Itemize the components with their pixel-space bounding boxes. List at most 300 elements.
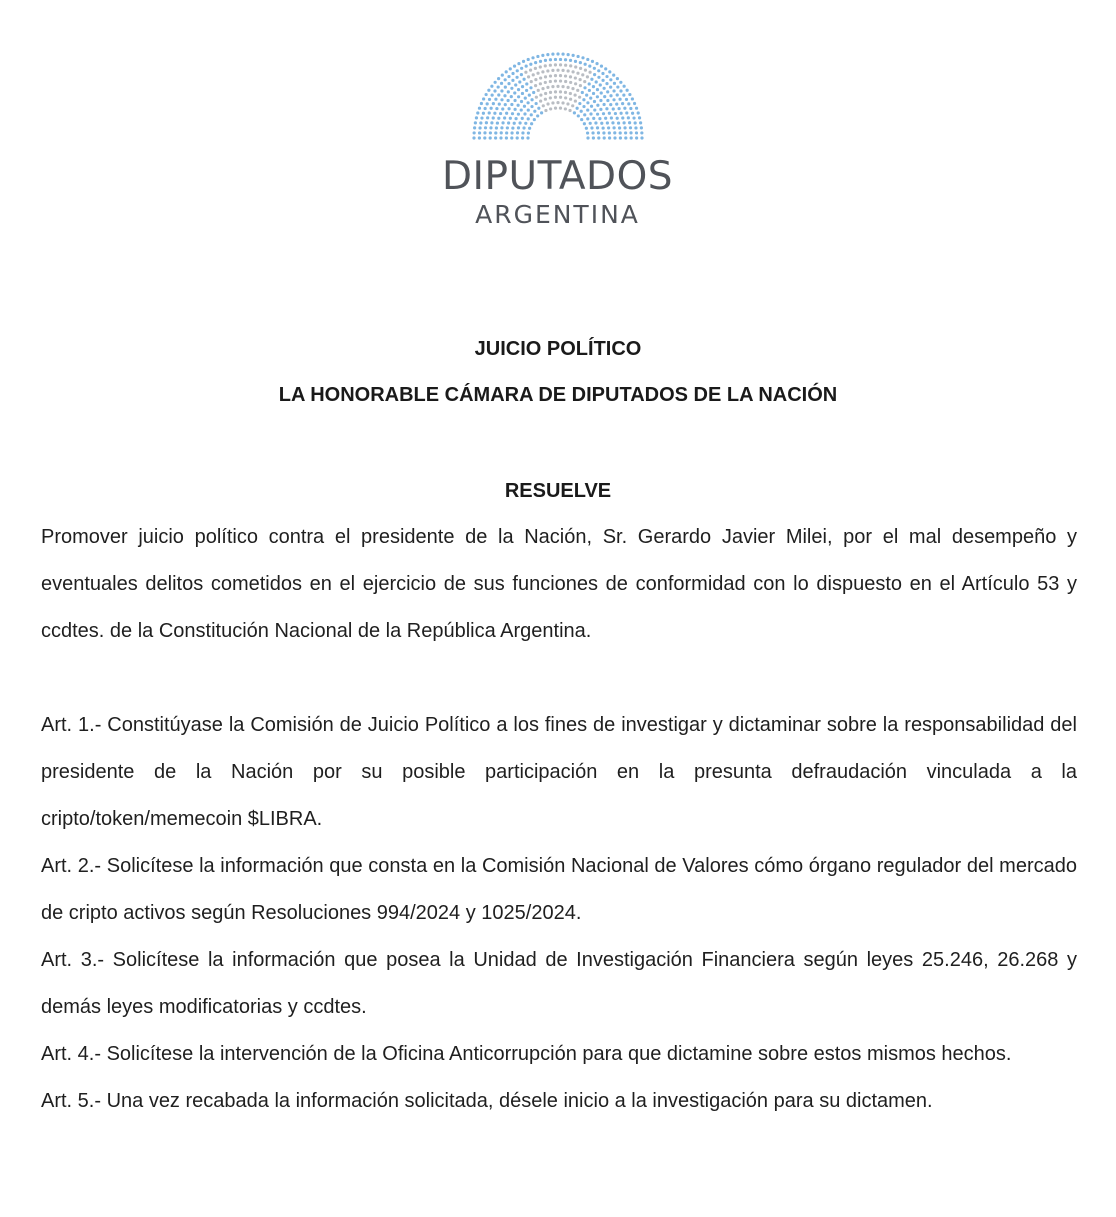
hemicycle-seat: [568, 109, 571, 112]
hemicycle-seat: [474, 121, 477, 124]
hemicycle-seat: [574, 60, 577, 63]
hemicycle-seat: [533, 118, 536, 121]
hemicycle-seat: [556, 101, 559, 104]
hemicycle-seat: [561, 85, 564, 88]
hemicycle-seat: [584, 69, 587, 72]
hemicycle-seat: [498, 103, 501, 106]
hemicycle-seat: [507, 121, 510, 124]
hemicycle-seat: [533, 110, 536, 113]
hemicycle-seat: [577, 114, 580, 117]
hemicycle-seat: [541, 87, 544, 90]
hemicycle-seat: [593, 108, 596, 111]
hemicycle-seat: [589, 112, 592, 115]
hemicycle-seat: [586, 101, 589, 104]
hemicycle-seat: [559, 63, 562, 66]
hemicycle-seat: [599, 108, 602, 111]
hemicycle-seat: [612, 89, 615, 92]
hemicycle-seat: [524, 97, 527, 100]
hemicycle-seat: [616, 85, 619, 88]
hemicycle-seat: [546, 53, 549, 56]
logo-country: ARGENTINA: [475, 200, 640, 229]
hemicycle-seat: [603, 87, 606, 90]
hemicycle-seat: [554, 96, 557, 99]
hemicycle-seat: [554, 90, 557, 93]
hemicycle-seat: [534, 67, 537, 70]
hemicycle-seat: [581, 91, 584, 94]
hemicycle-seat: [551, 53, 554, 56]
hemicycle-seat: [539, 99, 542, 102]
hemicycle-seat: [608, 112, 611, 115]
hemicycle-seat: [597, 131, 600, 134]
hemicycle-seat: [530, 113, 533, 116]
hemicycle-seat: [517, 62, 520, 65]
hemicycle-seat: [544, 98, 547, 101]
hemicycle-seat: [515, 76, 518, 79]
hemicycle-seat: [596, 104, 599, 107]
hemicycle-seat: [621, 102, 624, 105]
hemicycle-seat: [567, 69, 570, 72]
hemicycle-seat: [600, 65, 603, 68]
hemicycle-seat: [576, 72, 579, 75]
hemicycle-seat: [624, 136, 627, 139]
hemicycle-seat: [608, 136, 611, 139]
hemicycle-seat: [598, 117, 601, 120]
hemicycle-seat: [616, 117, 619, 120]
hemicycle-seat: [561, 69, 564, 72]
hemicycle-seat: [544, 109, 547, 112]
hemicycle-seat: [521, 131, 524, 134]
hemicycle-seat: [510, 87, 513, 90]
hemicycle-seat: [631, 112, 634, 115]
hemicycle-seat: [541, 70, 544, 73]
hemicycle-seat: [624, 131, 627, 134]
hemicycle-seat: [549, 64, 552, 67]
hemicycle-seat: [600, 91, 603, 94]
hemicycle-seat: [593, 100, 596, 103]
hemicycle-seat: [638, 116, 641, 119]
hemicycle-seat: [541, 54, 544, 57]
hemicycle-seat: [499, 112, 502, 115]
hemicycle-seat: [616, 77, 619, 80]
hemicycle-seat: [577, 55, 580, 58]
hemicycle-seat: [591, 131, 594, 134]
hemicycle-seat: [539, 76, 542, 79]
intro-paragraph: Promover juicio político contra el presidente de la Nación, Sr. Gerardo Javier Milei, por el mal desempeño y eventuales delitos cometidos en el ejercicio de sus funciones de conformidad con lo dispuesto en el Artículo 53 y ccdtes. de la Constitución Nacional de la República Argentina.: [41, 526, 1077, 642]
article-2: Art. 2.- Solicítese la información que consta en la Comisión Nacional de Valores cómo órgano regulador del mercado de cripto activos según Resoluciones 994/2024 y 1025/2024.: [41, 855, 1077, 924]
issuing-body: LA HONORABLE CÁMARA DE DIPUTADOS DE LA NACIÓN: [278, 384, 838, 406]
hemicycle-seat: [497, 77, 500, 80]
hemicycle-seat: [523, 105, 526, 108]
hemicycle-seat: [634, 121, 637, 124]
hemicycle-seat: [501, 74, 504, 77]
hemicycle-seat: [496, 121, 499, 124]
hemicycle-seat: [578, 102, 581, 105]
hemicycle-seat: [629, 126, 632, 129]
hemicycle-seat: [559, 79, 562, 82]
hemicycle-seat: [609, 78, 612, 81]
hemicycle-seat: [551, 85, 554, 88]
hemicycle-seat: [536, 72, 539, 75]
hemicycle-seat: [597, 69, 600, 72]
hemicycle-seat: [609, 94, 612, 97]
hemicycle-seat: [551, 101, 554, 104]
hemicycle-seat: [626, 89, 629, 92]
hemicycle-seat: [497, 117, 500, 120]
hemicycle-seat: [527, 108, 530, 111]
hemicycle-seat: [592, 85, 595, 88]
hemicycle-seat: [606, 121, 609, 124]
hemicycle-seat: [610, 116, 613, 119]
hemicycle-seat: [544, 81, 547, 84]
hemicycle-seat: [629, 131, 632, 134]
hemicycle-seat: [514, 108, 517, 111]
hemicycle-seat: [569, 64, 572, 67]
hemicycle-seat: [525, 65, 528, 68]
hemicycle-seat: [544, 64, 547, 67]
hemicycle-seat: [539, 60, 542, 63]
hemicycle-seat: [564, 107, 567, 110]
hemicycle-seat: [539, 93, 542, 96]
hemicycle-seat: [554, 107, 557, 110]
hemicycle-seat: [510, 95, 513, 98]
hemicycle-seat: [544, 92, 547, 95]
hemicycle-seat: [586, 136, 589, 139]
hemicycle-seat: [486, 116, 489, 119]
hemicycle-seat: [484, 126, 487, 129]
hemicycle-seat: [534, 84, 537, 87]
hemicycle-seat: [605, 75, 608, 78]
hemicycle-seat: [622, 94, 625, 97]
hemicycle-seat: [603, 103, 606, 106]
hemicycle-seat: [605, 107, 608, 110]
hemicycle-seat: [479, 121, 482, 124]
hemicycle-seat: [494, 81, 497, 84]
hemicycle-seat: [589, 122, 592, 125]
hemicycle-seat: [554, 58, 557, 61]
hemicycle-seat: [581, 73, 584, 76]
hemicycle-seat: [503, 94, 506, 97]
hemicycle-seat: [576, 107, 579, 110]
hemicycle-seat: [627, 102, 630, 105]
hemicycle-seat: [530, 98, 533, 101]
hemicycle-seat: [566, 102, 569, 105]
hemicycle-seat: [527, 117, 530, 120]
hemicycle-seat: [602, 112, 605, 115]
hemicycle-seat: [619, 89, 622, 92]
hemicycle-seat: [517, 104, 520, 107]
hemicycle-seat: [613, 82, 616, 85]
hemicycle-seat: [517, 113, 520, 116]
hemicycle-seat: [485, 121, 488, 124]
hemicycle-seat: [579, 78, 582, 81]
hemicycle-seat: [549, 107, 552, 110]
hemicycle-seat: [584, 63, 587, 66]
hemicycle-seat: [623, 107, 626, 110]
hemicycle-seat: [601, 79, 604, 82]
hemicycle-seat: [491, 94, 494, 97]
hemicycle-seat: [551, 69, 554, 72]
hemicycle-seat: [629, 107, 632, 110]
hemicycle-seat: [510, 103, 513, 106]
hemicycle-seat: [579, 84, 582, 87]
hemicycle-seat: [525, 89, 528, 92]
article-3: Art. 3.- Solicítese la información que posea la Unidad de Investigación Financiera según leyes 25.246, 26.268 y demás leyes modificatorias y ccdtes.: [41, 949, 1077, 1018]
hemicycle-seat: [605, 82, 608, 85]
hemicycle-seat: [594, 121, 597, 124]
hemicycle-seat: [522, 126, 525, 129]
hemicycle-seat: [559, 90, 562, 93]
hemicycle-seat: [540, 111, 543, 114]
hemicycle-seat: [559, 96, 562, 99]
hemicycle-seat: [549, 80, 552, 83]
hemicycle-seat: [482, 112, 485, 115]
hemicycle-seat: [535, 96, 538, 99]
hemicycle-seat: [501, 107, 504, 110]
hemicycle-seat: [521, 92, 524, 95]
hemicycle-seat: [511, 72, 514, 75]
hemicycle-seat: [537, 107, 540, 110]
hemicycle-seat: [488, 98, 491, 101]
hemicycle-seat: [478, 131, 481, 134]
hemicycle-seat: [590, 105, 593, 108]
hemicycle-seat: [500, 82, 503, 85]
hemicycle-seat: [492, 116, 495, 119]
hemicycle-seat: [544, 75, 547, 78]
hemicycle-seat: [579, 61, 582, 64]
hemicycle-seat: [504, 86, 507, 89]
hemicycle-seat: [549, 91, 552, 94]
hemicycle-seat: [485, 93, 488, 96]
hemicycle-seat: [482, 97, 485, 100]
hemicycle-seat: [505, 70, 508, 73]
hemicycle-seat: [599, 83, 602, 86]
hemicycle-seat: [630, 136, 633, 139]
hemicycle-seat: [582, 105, 585, 108]
hemicycle-seat: [586, 108, 589, 111]
hemicycle-seat: [612, 74, 615, 77]
hemicycle-seat: [494, 131, 497, 134]
hemicycle-seat: [488, 111, 491, 114]
hemicycle-seat: [520, 108, 523, 111]
hemicycle-seat: [517, 126, 520, 129]
hemicycle-seat: [549, 58, 552, 61]
hemicycle-seat: [620, 112, 623, 115]
article-5: Art. 5.- Una vez recabada la información solicitada, désele inicio a la investigación para su dictamen.: [41, 1090, 933, 1112]
hemicycle-seat: [507, 99, 510, 102]
hemicycle-seat: [600, 122, 603, 125]
hemicycle-seat: [613, 131, 616, 134]
hemicycle-seat: [521, 136, 524, 139]
hemicycle-seat: [585, 127, 588, 130]
article-1: Art. 1.- Constitúyase la Comisión de Juicio Político a los fines de investigar y dictaminar sobre la responsabilidad del presidente de la Nación por su posible participación en la presunta defraudación vinculada a la cripto/token/memecoin $LIBRA.: [41, 714, 1077, 830]
hemicycle-seat: [489, 126, 492, 129]
hemicycle-seat: [567, 53, 570, 56]
hemicycle-seat: [507, 90, 510, 93]
hemicycle-seat: [542, 104, 545, 107]
hemicycle-seat: [613, 136, 616, 139]
hemicycle-seat: [503, 116, 506, 119]
logo-name: DIPUTADOS: [441, 154, 674, 199]
hemicycle-seat: [517, 88, 520, 91]
hemicycle-seat: [571, 104, 574, 107]
hemicycle-seat: [574, 93, 577, 96]
hemicycle-seat: [614, 112, 617, 115]
hemicycle-seat: [483, 131, 486, 134]
hemicycle-seat: [509, 67, 512, 70]
hemicycle-seat: [619, 81, 622, 84]
hemicycle-seat: [579, 67, 582, 70]
hemicycle-seat: [588, 71, 591, 74]
hemicycle-seat: [596, 88, 599, 91]
hemicycle-seat: [574, 99, 577, 102]
hemicycle-seat: [517, 95, 520, 98]
hemicycle-seat: [529, 63, 532, 66]
document-title: JUICIO POLÍTICO: [474, 338, 642, 360]
hemicycle-seat: [597, 76, 600, 79]
hemicycle-seat: [586, 58, 589, 61]
hemicycle-seat: [495, 107, 498, 110]
hemicycle-seat: [527, 131, 530, 134]
hemicycle-seat: [505, 112, 508, 115]
hemicycle-seat: [559, 107, 562, 110]
hemicycle-seat: [571, 70, 574, 73]
hemicycle-seat: [602, 131, 605, 134]
hemicycle-seat: [546, 102, 549, 105]
hemicycle-seat: [619, 136, 622, 139]
resolve-heading: RESUELVE: [504, 480, 612, 502]
hemicycle-seat: [616, 93, 619, 96]
hemicycle-seat: [606, 99, 609, 102]
hemicycle-seat: [625, 111, 628, 114]
hemicycle-seat: [595, 62, 598, 65]
hemicycle-seat: [529, 86, 532, 89]
hemicycle-seat: [518, 80, 521, 83]
hemicycle-seat: [520, 73, 523, 76]
hemicycle-seat: [493, 89, 496, 92]
hemicycle-seat: [612, 126, 615, 129]
hemicycle-seat: [535, 102, 538, 105]
hemicycle-seat: [500, 131, 503, 134]
hemicycle-seat: [623, 85, 626, 88]
hemicycle-seat: [484, 107, 487, 110]
hemicycle-seat: [526, 101, 529, 104]
hemicycle-seat: [590, 126, 593, 129]
hemicycle-seat: [612, 98, 615, 101]
hemicycle-seat: [525, 82, 528, 85]
hemicycle-seat: [524, 122, 527, 125]
hemicycle-seat: [507, 82, 510, 85]
hemicycle-seat: [490, 107, 493, 110]
hemicycle-seat: [596, 126, 599, 129]
hemicycle-seat: [592, 92, 595, 95]
hemicycle-seat: [490, 121, 493, 124]
hemicycle-seat: [611, 121, 614, 124]
hemicycle-seat: [489, 131, 492, 134]
hemicycle-seat: [569, 81, 572, 84]
hemicycle-seat: [529, 69, 532, 72]
hemicycle-seat: [595, 80, 598, 83]
hemicycle-seat: [603, 95, 606, 98]
hemicycle-seat: [476, 111, 479, 114]
hemicycle-seat: [527, 75, 530, 78]
hemicycle-seat: [505, 131, 508, 134]
hemicycle-seat: [497, 93, 500, 96]
hemicycle-seat: [534, 61, 537, 64]
hemicycle-seat: [602, 126, 605, 129]
hemicycle-seat: [514, 117, 517, 120]
hemicycle-seat: [516, 69, 519, 72]
hemicycle-seat: [516, 131, 519, 134]
hemicycle-seat: [501, 121, 504, 124]
hemicycle-seat: [492, 102, 495, 105]
hemicycle-seat: [530, 122, 533, 125]
hemicycle-seat: [556, 85, 559, 88]
hemicycle-seat: [576, 89, 579, 92]
hemicycle-seat: [601, 72, 604, 75]
hemicycle-seat: [604, 117, 607, 120]
hemicycle-seat: [586, 117, 589, 120]
hemicycle-seat: [520, 67, 523, 70]
hemicycle-seat: [621, 116, 624, 119]
hemicycle-seat: [583, 113, 586, 116]
hemicycle-seat: [607, 126, 610, 129]
hemicycle-seat: [625, 98, 628, 101]
hemicycle-seat: [559, 74, 562, 77]
hemicycle-seat: [564, 80, 567, 83]
hemicycle-seat: [564, 64, 567, 67]
hemicycle-seat: [554, 79, 557, 82]
hemicycle-seat: [486, 102, 489, 105]
hemicycle-seat: [640, 131, 643, 134]
hemicycle-seat: [489, 136, 492, 139]
hemicycle-seat: [580, 110, 583, 113]
hemicycle-seat: [618, 126, 621, 129]
hemicycle-seat: [564, 91, 567, 94]
hemicycle-seat: [632, 116, 635, 119]
hemicycle-seat: [494, 136, 497, 139]
hemicycle-seat: [510, 131, 513, 134]
hemicycle-seat: [504, 103, 507, 106]
hemicycle-seat: [628, 121, 631, 124]
hemicycle-seat: [510, 136, 513, 139]
hemicycle-seat: [480, 102, 483, 105]
hemicycle-seat: [527, 58, 530, 61]
hemicycle-seat: [586, 131, 589, 134]
hemicycle-seat: [532, 91, 535, 94]
hemicycle-seat: [539, 65, 542, 68]
hemicycle-seat: [521, 117, 524, 120]
hemicycle-seat: [619, 131, 622, 134]
hemicycle-seat: [554, 63, 557, 66]
hemicycle-seat: [530, 105, 533, 108]
hemicycle-seat: [500, 126, 503, 129]
hemicycle-seat: [523, 112, 526, 115]
hemicycle-seat: [509, 117, 512, 120]
hemicycle-seat: [532, 73, 535, 76]
hemicycle-seat: [606, 90, 609, 93]
hemicycle-seat: [494, 98, 497, 101]
hemicycle-seat: [534, 78, 537, 81]
hemicycle-seat: [574, 65, 577, 68]
hemicycle-seat: [572, 54, 575, 57]
hemicycle-seat: [536, 114, 539, 117]
hemicycle-seat: [554, 74, 557, 77]
hemicycle-seat: [511, 79, 514, 82]
hemicycle-seat: [596, 95, 599, 98]
hemicycle-seat: [623, 126, 626, 129]
hemicycle-seat: [544, 59, 547, 62]
hemicycle-seat: [569, 59, 572, 62]
